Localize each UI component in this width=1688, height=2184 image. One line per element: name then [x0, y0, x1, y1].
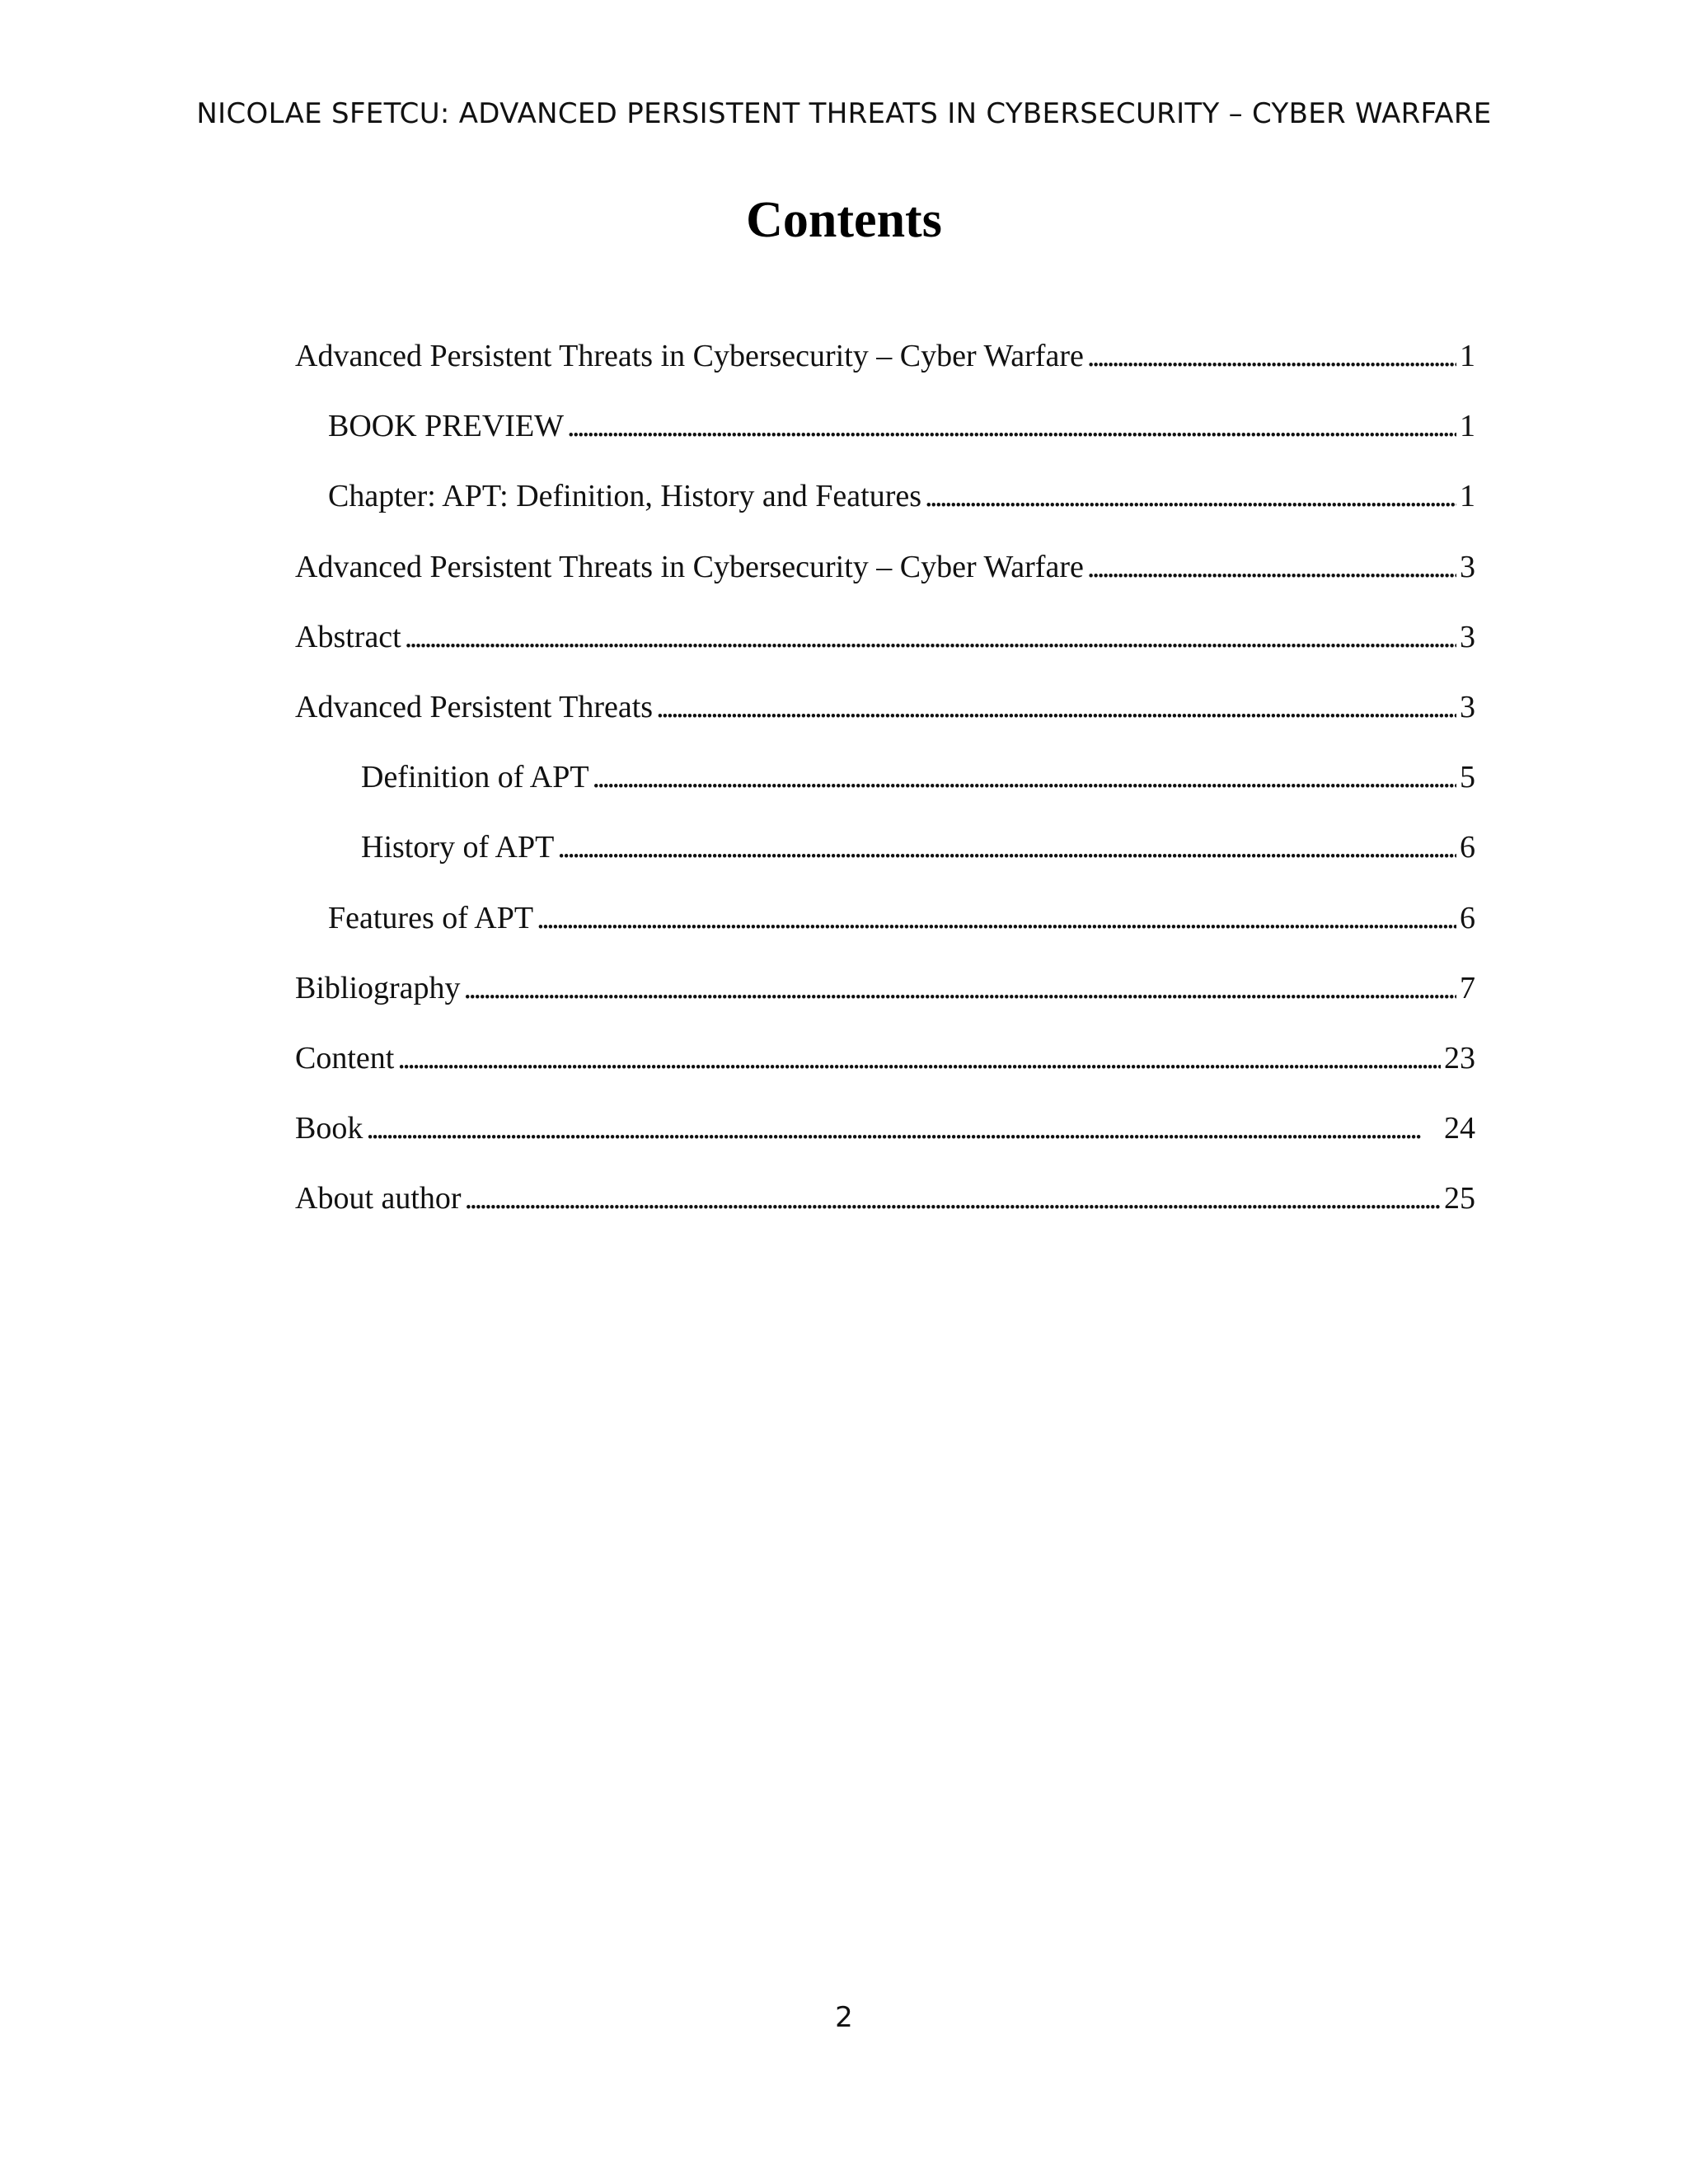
dot-leader [656, 689, 1456, 725]
running-header: NICOLAE SFETCU: ADVANCED PERSISTENT THREATS IN CYBERSECURITY – CYBER WARFARE [196, 97, 1492, 130]
toc-entry-label: BOOK PREVIEW [328, 409, 565, 444]
page-title: Contents [746, 192, 942, 248]
toc-entry-label: Advanced Persistent Threats in Cybersecurity – Cyber Warfare [295, 339, 1084, 373]
toc-entry[interactable] [295, 759, 1475, 829]
toc-entry-page: 5 [1460, 760, 1475, 795]
dot-leader [567, 408, 1456, 444]
toc-entry-label: Abstract [295, 619, 401, 654]
dot-leader [366, 1110, 1441, 1146]
toc-entry-page: 25 [1444, 1181, 1475, 1216]
toc-entry[interactable] [295, 689, 1475, 759]
toc-entry[interactable] [295, 970, 1475, 1040]
dot-leader [537, 900, 1456, 936]
dot-leader [465, 1180, 1441, 1216]
dot-leader [405, 619, 1456, 655]
dot-leader [1087, 338, 1456, 374]
toc-entry[interactable] [295, 478, 1475, 548]
toc-entry-page: 6 [1460, 900, 1475, 935]
toc-entry-label: Definition of APT [361, 760, 589, 795]
toc-entry-page: 7 [1460, 970, 1475, 1005]
dot-leader [925, 478, 1456, 514]
toc-entry-page: 1 [1460, 409, 1475, 444]
toc-entry-label: History of APT [361, 830, 555, 865]
toc-entry-label: Chapter: APT: Definition, History and Features [328, 479, 921, 514]
toc-entry-page: 23 [1444, 1040, 1475, 1076]
table-of-contents [295, 338, 1475, 1250]
toc-entry[interactable] [295, 829, 1475, 899]
page-number: 2 [835, 2001, 853, 2034]
toc-entry[interactable] [295, 408, 1475, 478]
toc-entry-label: Content [295, 1040, 395, 1076]
toc-entry-label: Features of APT [328, 900, 534, 935]
toc-entry-label: Advanced Persistent Threats in Cybersecurity – Cyber Warfare [295, 549, 1084, 584]
toc-entry[interactable] [295, 619, 1475, 689]
toc-entry[interactable] [295, 549, 1475, 619]
dot-leader [397, 1040, 1441, 1076]
toc-entry-label: About author [295, 1181, 462, 1216]
toc-entry-label: Advanced Persistent Threats [295, 689, 654, 724]
toc-entry-page: 3 [1460, 619, 1475, 654]
toc-entry-page: 1 [1460, 479, 1475, 514]
dot-leader [1087, 549, 1456, 585]
toc-entry[interactable] [295, 1110, 1475, 1180]
toc-entry-page: 3 [1460, 689, 1475, 724]
toc-entry[interactable] [295, 900, 1475, 970]
toc-entry-page: 1 [1460, 339, 1475, 373]
toc-entry-page: 24 [1444, 1111, 1475, 1146]
dot-leader [593, 759, 1456, 795]
toc-entry-label: Bibliography [295, 970, 461, 1005]
toc-entry-page: 3 [1460, 549, 1475, 584]
toc-entry-page: 6 [1460, 830, 1475, 865]
dot-leader [557, 829, 1456, 865]
toc-entry[interactable] [295, 1180, 1475, 1250]
dot-leader [464, 970, 1456, 1006]
toc-entry-label: Book [295, 1111, 363, 1146]
toc-entry[interactable] [295, 338, 1475, 408]
toc-entry[interactable] [295, 1040, 1475, 1110]
